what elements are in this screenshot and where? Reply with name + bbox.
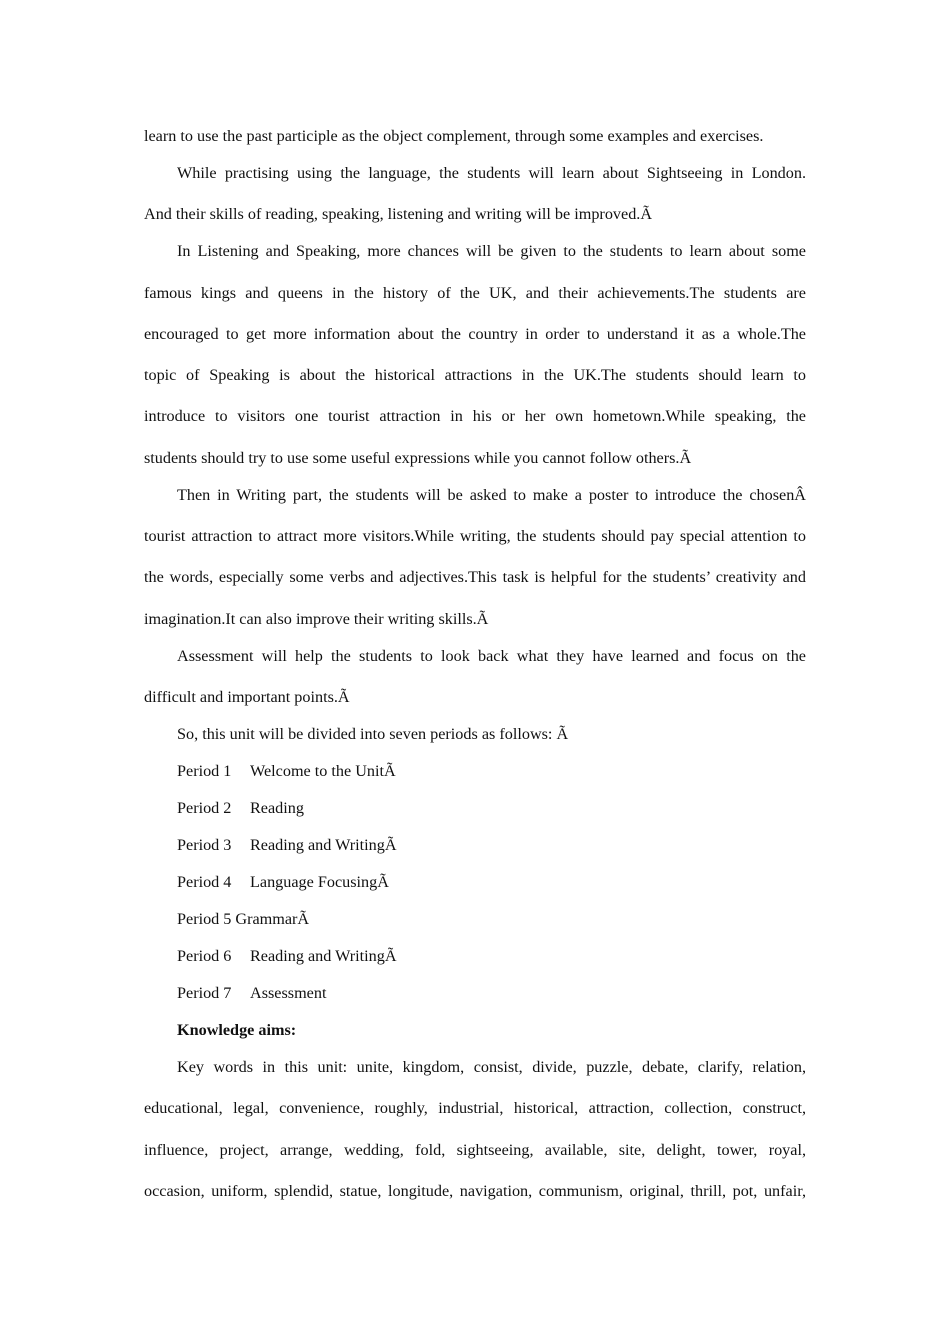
period-number: Period 4 (177, 872, 232, 891)
period-number: Period 6 (177, 946, 232, 965)
period-number: Period 7 (177, 983, 232, 1002)
period-item (144, 831, 806, 868)
period-title: Welcome to the UnitÃ (250, 761, 396, 780)
period-item (144, 979, 806, 1016)
period-title: Reading and WritingÃ (250, 835, 397, 854)
paragraph-line: topic of Speaking is about the historical attractions in the UK.The students should learn to (144, 366, 806, 385)
paragraph-line: learn to use the past participle as the object complement, through some examples and exercises. (144, 127, 764, 145)
period-title: Language FocusingÃ (250, 872, 389, 891)
paragraph-line: encouraged to get more information about the country in order to understand it as a whole.The (144, 324, 806, 343)
paragraph-line: students should try to use some useful expressions while you cannot follow others.Ã (144, 448, 692, 467)
period-number: Period 5 (177, 909, 232, 928)
paragraph-line: While practising using the language, the students will learn about Sightseeing in London. (177, 164, 806, 182)
document-page (144, 122, 806, 1218)
paragraph-line: Then in Writing part, the students will be asked to make a poster to introduce the chosenÂ (177, 485, 806, 504)
period-item (144, 794, 806, 831)
period-title: Assessment (250, 983, 327, 1002)
paragraph-line: difficult and important points.Ã (144, 687, 350, 706)
period-number: Period 2 (177, 798, 232, 817)
paragraph-line: educational, legal, convenience, roughly, industrial, historical, attraction, collection, construct, (144, 1099, 806, 1118)
paragraph-line: imagination.It can also improve their writing skills.Ã (144, 609, 489, 628)
paragraph-line: Key words in this unit: unite, kingdom, consist, divide, puzzle, debate, clarify, relation, (177, 1057, 806, 1076)
period-item (144, 868, 806, 905)
period-title: Reading (250, 798, 304, 817)
paragraph-line: And their skills of reading, speaking, listening and writing will be improved.Ã (144, 205, 653, 224)
paragraph-line: tourist attraction to attract more visitors.While writing, the students should pay special attention to (144, 527, 806, 546)
paragraph-line: Assessment will help the students to look back what they have learned and focus on the (177, 646, 806, 665)
period-number: Period 1 (177, 761, 232, 780)
paragraph-line: So, this unit will be divided into seven periods as follows: Ã (177, 724, 569, 743)
period-item (144, 757, 806, 794)
paragraph-line: In Listening and Speaking, more chances will be given to the students to learn about some (177, 242, 806, 261)
period-number: Period 3 (177, 835, 232, 854)
paragraph-line: occasion, uniform, splendid, statue, longitude, navigation, communism, original, thrill, pot, unfair, (144, 1181, 806, 1200)
period-title: Reading and WritingÃ (250, 946, 397, 965)
period-item (144, 905, 806, 942)
period-title: GrammarÃ (235, 909, 310, 928)
period-item (144, 942, 806, 979)
paragraph-line: introduce to visitors one tourist attraction in his or her own hometown.While speaking, the (144, 407, 806, 426)
paragraph-line: the words, especially some verbs and adjectives.This task is helpful for the students’ creativity and (144, 568, 806, 587)
paragraph-line: famous kings and queens in the history of the UK, and their achievements.The students are (144, 283, 806, 302)
paragraph-line: influence, project, arrange, wedding, fold, sightseeing, available, site, delight, tower, royal, (144, 1140, 806, 1159)
section-heading: Knowledge aims: (177, 1020, 297, 1039)
